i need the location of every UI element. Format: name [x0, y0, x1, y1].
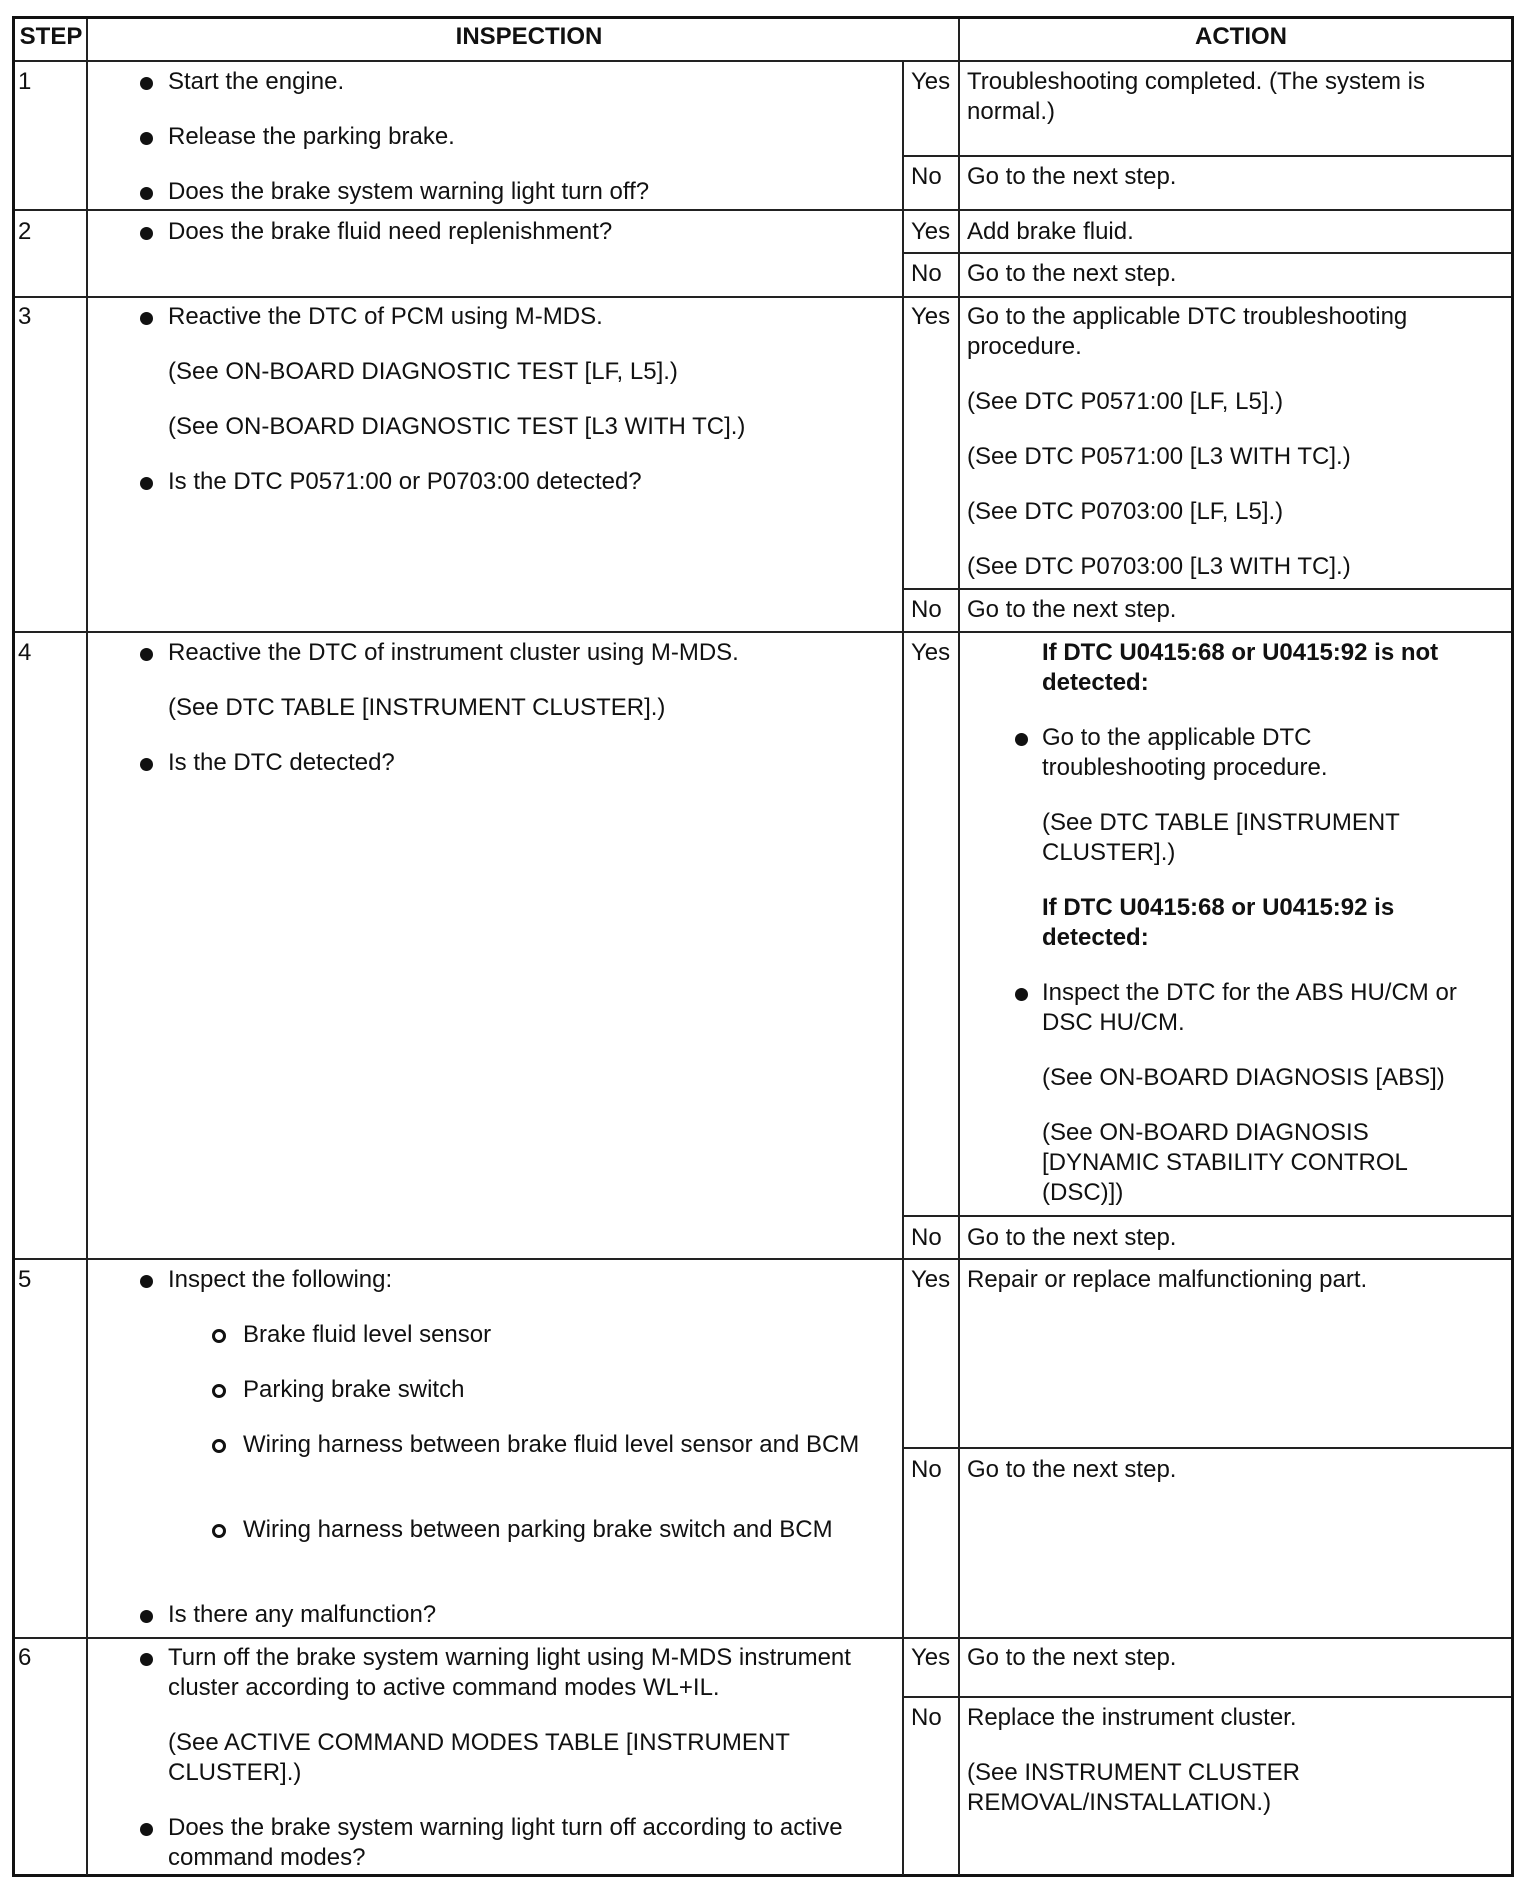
inspection-subitem: Brake fluid level sensor: [243, 1321, 492, 1348]
inspection-text: Is there any malfunction?: [168, 1601, 437, 1628]
step-number: 3: [18, 303, 32, 330]
header-action: ACTION: [1195, 23, 1287, 50]
bullet-icon: [140, 77, 153, 90]
header-inspection: INSPECTION: [455, 23, 603, 50]
action-reference: (See ON-BOARD DIAGNOSIS [DYNAMIC STABILITY CONTROL (DSC)]): [1042, 1119, 1414, 1206]
action-text: Go to the applicable DTC troubleshooting procedure.: [1042, 724, 1328, 781]
bullet-icon: [140, 132, 153, 145]
yes-label: Yes: [911, 303, 951, 330]
inspection-subitem: Wiring harness between brake fluid level sensor and BCM: [243, 1431, 860, 1458]
action-text: Go to the applicable DTC troubleshooting procedure.: [967, 303, 1414, 360]
inspection-text: Reactive the DTC of instrument cluster using M-MDS.: [168, 639, 739, 666]
bullet-icon: [140, 1823, 153, 1836]
inspection-subitem: Wiring harness between parking brake switch and BCM: [243, 1516, 833, 1543]
action-text: Go to the next step.: [967, 596, 1177, 623]
action-reference: (See DTC P0571:00 [L3 WITH TC].): [967, 443, 1351, 470]
action-reference: (See DTC P0703:00 [LF, L5].): [967, 498, 1284, 525]
action-reference: (See DTC TABLE [INSTRUMENT CLUSTER].): [1042, 809, 1407, 866]
action-reference: (See DTC P0703:00 [L3 WITH TC].): [967, 553, 1351, 580]
row-rule: [15, 296, 1511, 298]
inspection-text: Inspect the following:: [168, 1266, 393, 1293]
bullet-icon: [1015, 988, 1028, 1001]
inspection-reference: (See ON-BOARD DIAGNOSTIC TEST [LF, L5].): [168, 358, 678, 385]
inspection-reference: (See ACTIVE COMMAND MODES TABLE [INSTRUMENT CLUSTER].): [168, 1729, 797, 1786]
header-step: STEP: [19, 23, 83, 50]
no-label: No: [911, 1456, 942, 1483]
action-text: Replace the instrument cluster.: [967, 1704, 1297, 1731]
step-number: 2: [18, 218, 32, 245]
yes-label: Yes: [911, 1644, 951, 1671]
row-rule: [15, 1258, 1511, 1260]
action-text: Troubleshooting completed. (The system is normal.): [967, 68, 1432, 125]
inspection-reference: (See ON-BOARD DIAGNOSTIC TEST [L3 WITH TC].): [168, 413, 746, 440]
action-text: Add brake fluid.: [967, 218, 1134, 245]
step-number: 4: [18, 639, 32, 666]
no-label: No: [911, 1224, 942, 1251]
circle-bullet-icon: [212, 1329, 226, 1343]
bullet-icon: [140, 1653, 153, 1666]
bullet-icon: [140, 1275, 153, 1288]
condition-heading: If DTC U0415:68 or U0415:92 is not detected:: [1042, 639, 1445, 696]
bullet-icon: [140, 477, 153, 490]
row-rule: [902, 155, 1511, 157]
troubleshooting-table: [12, 16, 1514, 1877]
circle-bullet-icon: [212, 1384, 226, 1398]
action-reference: (See DTC P0571:00 [LF, L5].): [967, 388, 1284, 415]
inspection-text: Does the brake system warning light turn off?: [168, 178, 650, 205]
yes-label: Yes: [911, 1266, 951, 1293]
action-text: Go to the next step.: [967, 260, 1177, 287]
bullet-icon: [140, 648, 153, 661]
inspection-text: Is the DTC P0571:00 or P0703:00 detected?: [168, 468, 642, 495]
action-reference: (See INSTRUMENT CLUSTER REMOVAL/INSTALLATION.): [967, 1759, 1307, 1816]
yes-label: Yes: [911, 218, 951, 245]
inspection-subitem: Parking brake switch: [243, 1376, 465, 1403]
inspection-reference: (See DTC TABLE [INSTRUMENT CLUSTER].): [168, 694, 666, 721]
row-rule: [15, 1637, 1511, 1639]
yes-label: Yes: [911, 639, 951, 666]
bullet-icon: [140, 187, 153, 200]
no-label: No: [911, 260, 942, 287]
action-text: Inspect the DTC for the ABS HU/CM or DSC HU/CM.: [1042, 979, 1464, 1036]
step-number: 1: [18, 68, 32, 95]
bullet-icon: [140, 227, 153, 240]
inspection-text: Release the parking brake.: [168, 123, 455, 150]
yes-label: Yes: [911, 68, 951, 95]
row-rule: [15, 60, 1511, 62]
row-rule: [902, 1215, 1511, 1217]
no-label: No: [911, 1704, 942, 1731]
inspection-text: Is the DTC detected?: [168, 749, 395, 776]
bullet-icon: [140, 1610, 153, 1623]
bullet-icon: [1015, 733, 1028, 746]
row-rule: [15, 209, 1511, 211]
circle-bullet-icon: [212, 1524, 226, 1538]
row-rule: [902, 252, 1511, 254]
no-label: No: [911, 596, 942, 623]
condition-heading: If DTC U0415:68 or U0415:92 is detected:: [1042, 894, 1401, 951]
row-rule: [902, 1447, 1511, 1449]
action-text: Repair or replace malfunctioning part.: [967, 1266, 1368, 1293]
action-text: Go to the next step.: [967, 1644, 1177, 1671]
action-reference: (See ON-BOARD DIAGNOSIS [ABS]): [1042, 1064, 1445, 1091]
action-text: Go to the next step.: [967, 163, 1177, 190]
row-rule: [902, 1696, 1511, 1698]
circle-bullet-icon: [212, 1439, 226, 1453]
column-rule: [902, 60, 904, 1875]
row-rule: [902, 588, 1511, 590]
row-rule: [15, 631, 1511, 633]
bullet-icon: [140, 312, 153, 325]
bullet-icon: [140, 758, 153, 771]
inspection-text: Start the engine.: [168, 68, 345, 95]
step-number: 6: [18, 1644, 32, 1671]
inspection-text: Does the brake system warning light turn off according to active command modes?: [168, 1814, 850, 1871]
action-text: Go to the next step.: [967, 1456, 1177, 1483]
step-number: 5: [18, 1266, 32, 1293]
no-label: No: [911, 163, 942, 190]
action-text: Go to the next step.: [967, 1224, 1177, 1251]
inspection-text: Does the brake fluid need replenishment?: [168, 218, 613, 245]
inspection-text: Reactive the DTC of PCM using M-MDS.: [168, 303, 603, 330]
inspection-text: Turn off the brake system warning light using M-MDS instrument cluster according to active command modes WL+IL.: [168, 1644, 858, 1701]
